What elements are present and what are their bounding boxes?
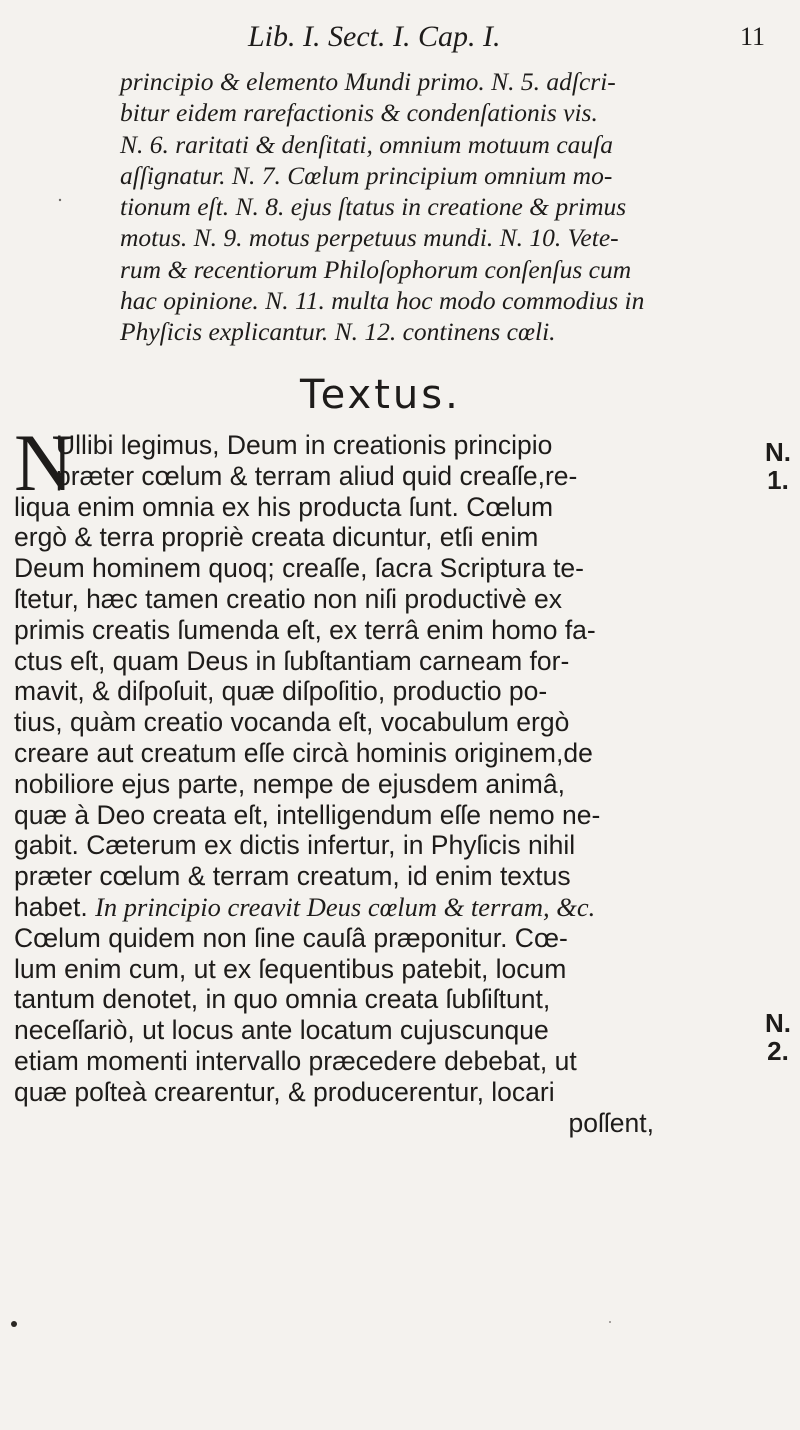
body-line: liqua enim omnia ex his producta ſunt. Cœlum — [14, 491, 554, 522]
body-line: præter cœlum & terram creatum, id enim textus — [14, 861, 571, 892]
section-heading: Textus. — [300, 372, 461, 418]
body-line-start: habet. — [14, 891, 88, 922]
summary-line: motus. N. 9. motus perpetuus mundi. N. 10. Vete- — [120, 223, 619, 253]
page-number: 11 — [740, 22, 766, 51]
summary-line: N. 6. raritati & denſitati, omnium motuum cauſa — [120, 129, 614, 159]
body-line: gabit. Cæterum ex dictis infertur, in Phyſicis nihil — [14, 830, 576, 861]
body-line: nobiliore ejus parte, nempe de ejusdem animâ, — [14, 768, 565, 799]
margin-note-label: N. — [765, 1008, 791, 1038]
body-line: Deum hominem quoq; creaſſe, ſacra Scriptura te- — [14, 553, 584, 584]
body-line: tantum denotet, in quo omnia creata ſubſiſtunt, — [14, 984, 551, 1015]
summary-line: Phyſicis explicantur. N. 12. continens cœli. — [120, 317, 556, 347]
catchword-line: poſſent, — [568, 1107, 654, 1138]
body-line: Cœlum quidem non ſine cauſâ præponitur. Cœ- — [14, 922, 568, 953]
running-title: Lib. I. Sect. I. Cap. I. — [248, 20, 501, 53]
body-line: mavit, & diſpoſuit, quæ diſpoſitio, productio po- — [14, 676, 548, 707]
body-line: tius, quàm creatio vocanda eſt, vocabulum ergò — [14, 707, 570, 738]
body-line: ctus eſt, quam Deus in ſubſtantiam carneam for- — [14, 645, 570, 676]
margin-note-label: N. — [765, 437, 791, 467]
body-line: etiam momenti intervallo præcedere debebat, ut — [14, 1045, 577, 1076]
body-line: Ullibi legimus, Deum in creationis principio — [56, 430, 553, 460]
summary-line: aſſignatur. N. 7. Cœlum principium omnium mo- — [120, 160, 613, 190]
body-line: neceſſariò, ut locus ante locatum cujuscunque — [14, 1015, 549, 1046]
body-line: primis creatis ſumenda eſt, ex terrâ enim homo fa- — [14, 614, 596, 645]
summary-line: rum & recentiorum Philoſophorum conſenſus cum — [120, 254, 632, 284]
summary-line: principio & elemento Mundi primo. N. 5. adſcri- — [120, 67, 616, 96]
body-line: quæ poſteà crearentur, & producerentur, locari — [14, 1076, 555, 1107]
body-line: creare aut creatum eſſe circà hominis originem,de — [14, 737, 593, 768]
margin-note-number: 1. — [767, 465, 789, 495]
margin-note-number: 2. — [767, 1036, 789, 1066]
drop-cap: N — [14, 417, 74, 508]
summary-line: hac opinione. N. 11. multa hoc modo commodius in — [120, 286, 645, 316]
body-line: ſtetur, hæc tamen creatio non niſi productivè ex — [14, 583, 562, 614]
summary-line: bitur eidem rarefactionis & condenſationis vis. — [120, 98, 598, 128]
body-line: præter cœlum & terram aliud quid creaſſe,re- — [56, 460, 578, 491]
body-line: lum enim cum, ut ex ſequentibus patebit, locum — [14, 953, 567, 984]
summary-line: tionum eſt. N. 8. ejus ſtatus in creatione & primus — [120, 192, 627, 222]
body-line: quæ à Deo creata eſt, intelligendum eſſe nemo ne- — [14, 799, 601, 830]
body-line: ergò & terra propriè creata dicuntur, etſi enim — [14, 522, 539, 553]
scripture-quotation: In principio creavit Deus cœlum & terram, &c. — [95, 891, 596, 922]
